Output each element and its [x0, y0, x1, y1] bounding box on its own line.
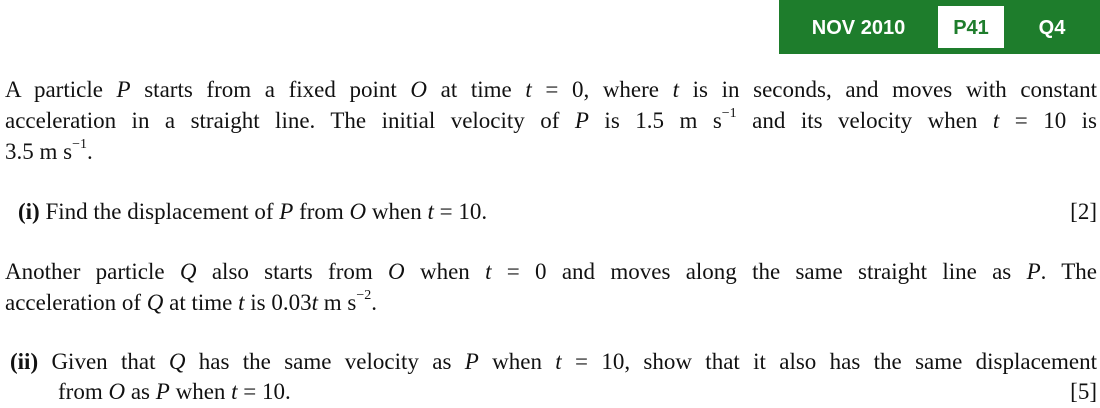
- part-i-label: (i): [18, 199, 40, 224]
- paper-label: P41: [938, 6, 1004, 48]
- session-label: NOV 2010: [811, 17, 906, 39]
- intro-line-3: 3.5 m $s^{-1}$.: [5, 137, 93, 164]
- part-i-marks: [2]: [1070, 199, 1097, 224]
- intro-line-2: acceleration in a straight line. The initial velocity of P is 1.5 m $s^{-1}$ and its velocity when t = 10 is: [5, 106, 1098, 133]
- question-badge: [779, 0, 1100, 54]
- part-i-text: (i) Find the displacement of P from O when t = 10.: [18, 199, 488, 224]
- middle-line-1: Another particle Q also starts from O when t = 0 and moves along the same straight line as P. The: [5, 259, 1098, 284]
- part-ii-label: (ii): [10, 349, 39, 374]
- part-ii-line-2: from O as P when t = 10.: [58, 379, 291, 404]
- middle-line-2: acceleration of Q at time t is 0.03t m $s^{-2}$.: [5, 288, 377, 315]
- intro-line-1: A particle P starts from a fixed point O at time t = 0, where t is in seconds, and moves with constant: [5, 77, 1097, 102]
- question-label: Q4: [1038, 17, 1066, 39]
- part-ii-line-1: (ii) Given that Q has the same velocity as P when t = 10, show that it also has the same displacement: [10, 349, 1098, 374]
- part-ii-marks: [5]: [1070, 379, 1097, 404]
